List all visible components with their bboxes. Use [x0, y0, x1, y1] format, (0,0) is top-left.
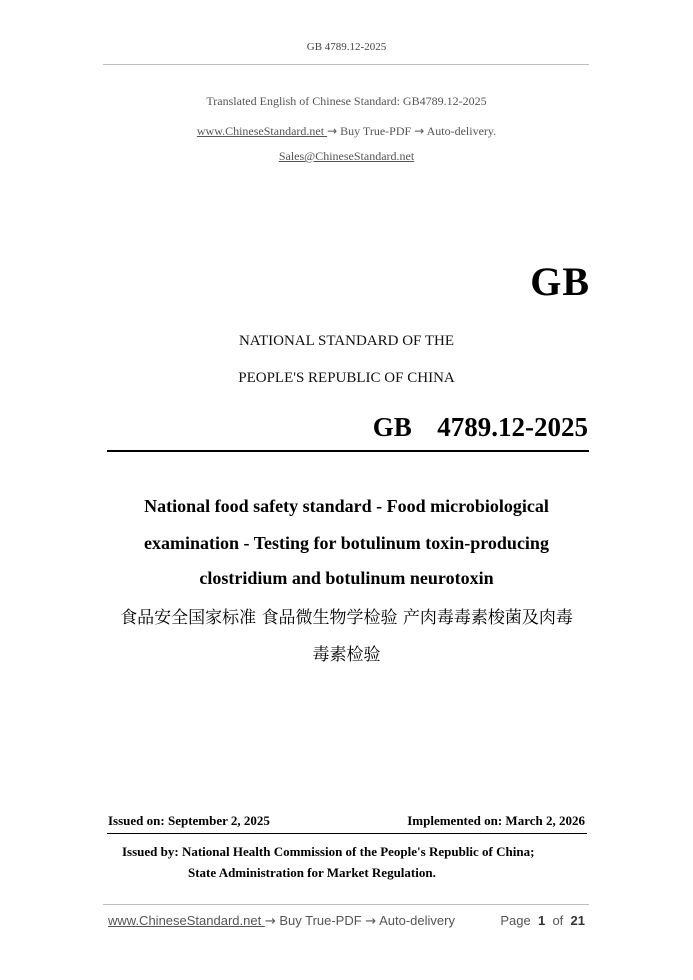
page-indicator: [500, 913, 585, 928]
dates-rule: [107, 833, 587, 834]
chinese-title-line-2: 毒素检验: [312, 645, 381, 665]
gb-mark: GB: [530, 259, 590, 304]
footer-delivery-text: Auto-delivery: [376, 913, 455, 928]
arrow-right-icon: →: [414, 124, 425, 138]
standard-number: GB 4789.12-2025: [372, 412, 588, 442]
arrow-right-icon: →: [365, 914, 377, 929]
footer-site-link[interactable]: www.ChineseStandard.net: [108, 913, 265, 928]
english-title-line-3: clostridium and botulinum neurotoxin: [199, 568, 494, 588]
footer-purchase-line: [108, 913, 455, 929]
chinese-title-line-1: 食品安全国家标准 食品微生物学检验 产肉毒毒素梭菌及肉毒: [120, 608, 573, 628]
page-total: 21: [570, 913, 585, 928]
purchase-line: [0, 124, 693, 139]
footer-divider: [103, 904, 589, 905]
footer-buy-text: Buy True-PDF: [275, 913, 366, 928]
issued-on-date: Issued on: September 2, 2025: [108, 813, 270, 828]
arrow-right-icon: →: [264, 914, 276, 929]
english-title-line-1: National food safety standard - Food microbiological: [144, 496, 549, 516]
site-link[interactable]: www.ChineseStandard.net: [196, 124, 328, 138]
translated-notice: Translated English of Chinese Standard: GB4789.12-2025: [206, 94, 487, 108]
page-of: of: [552, 913, 564, 928]
buy-true-pdf-text: Buy True-PDF: [337, 124, 415, 138]
standard-number-rule: [107, 450, 589, 452]
header-divider: [103, 64, 589, 65]
national-standard-line-2: PEOPLE'S REPUBLIC OF CHINA: [238, 370, 455, 386]
sales-line: [0, 149, 693, 164]
issued-by-line-2: State Administration for Market Regulation.: [188, 865, 436, 880]
running-header: GB 4789.12-2025: [306, 41, 387, 53]
issued-by-line-1: Issued by: National Health Commission of the People's Republic of China;: [122, 844, 535, 859]
auto-delivery-text: Auto-delivery.: [424, 124, 497, 138]
implemented-on-date: Implemented on: March 2, 2026: [407, 813, 585, 828]
page-current: 1: [537, 913, 546, 928]
english-title-line-2: examination - Testing for botulinum toxin-producing: [144, 533, 549, 553]
national-standard-line-1: NATIONAL STANDARD OF THE: [238, 333, 455, 349]
arrow-right-icon: →: [327, 124, 338, 138]
sales-email-link[interactable]: Sales@ChineseStandard.net: [278, 149, 415, 163]
page-label: Page: [500, 913, 531, 928]
